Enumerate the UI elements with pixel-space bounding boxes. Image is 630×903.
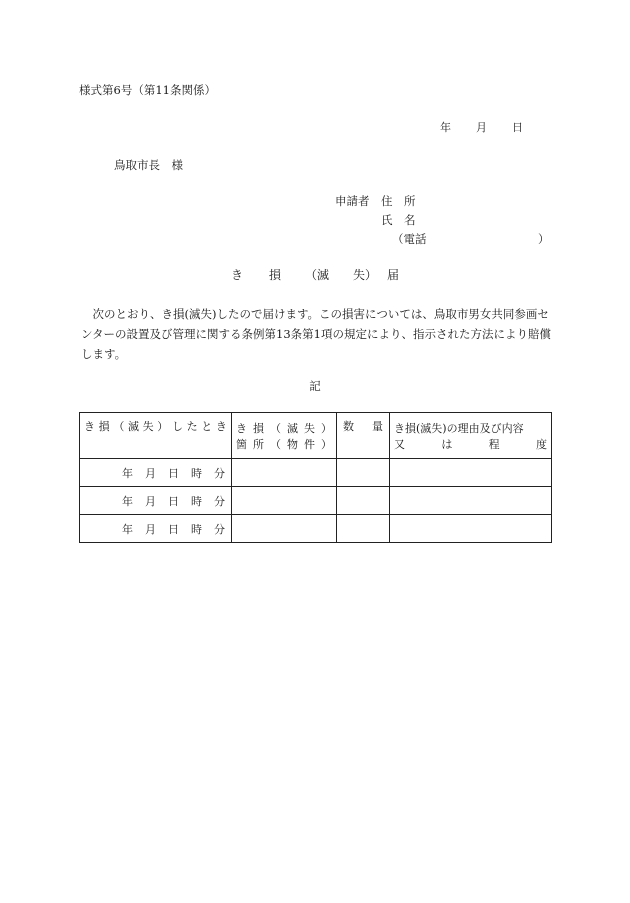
time-cell[interactable] [80,515,232,543]
header-char: （ [270,437,281,451]
header-char: 滅 [127,420,139,433]
date-day: 日 [512,121,523,134]
header-char: と [201,420,213,433]
quantity-cell[interactable] [337,515,390,543]
header-char: 損 [253,421,264,435]
form-number: 様式第6号（第11条関係） [79,83,216,97]
header-char: 箇 [236,437,247,451]
title-part: （滅 [304,268,329,282]
reason-cell[interactable] [390,515,552,543]
header-char: 又 [394,437,405,451]
time-unit: 分 [214,494,225,508]
header-char: 量 [372,420,383,433]
place-cell[interactable] [232,515,337,543]
header-char: き [215,420,227,433]
header-char: 滅 [287,421,298,435]
header-reason [390,413,552,459]
header-char: 度 [535,437,547,451]
body-text: 次のとおり、き損(滅失)したので届けます。この損害については、鳥取市男女共同参画センターの設置及び管理に関する条例第13条第1項の規定により、指示された方法により賠償します。 [81,307,551,361]
header-char: ） [321,437,332,451]
quantity-cell[interactable] [337,459,390,487]
phone-open: （電話 [392,232,427,246]
ki-mark: 記 [309,379,321,393]
time-unit: 分 [214,522,225,536]
title-part: き [230,268,243,282]
header-char: ） [321,421,332,435]
date-year: 年 [440,121,451,134]
table-row [80,487,552,515]
header-char: は [441,437,453,451]
header-char: 損 [98,420,110,433]
header-char: （ [270,421,281,435]
time-unit: 日 [168,494,179,508]
addressee: 鳥取市長 様 [114,158,183,172]
header-char: 失 [304,421,315,435]
name-label: 氏 名 [381,213,416,227]
document-title [0,266,630,283]
time-unit: 年 [122,494,133,508]
title-part: 届 [387,268,400,282]
place-cell[interactable] [232,487,337,515]
time-unit: 日 [168,466,179,480]
header-char: た [186,420,198,433]
time-unit: 月 [145,466,156,480]
damage-table [79,412,552,543]
header-quantity [337,413,390,459]
table-row [80,459,552,487]
time-unit: 月 [145,494,156,508]
header-damage-time [80,413,232,459]
applicant-label: 申請者 [335,194,370,208]
table-row [80,515,552,543]
table-header-row [80,413,552,459]
time-unit: 日 [168,522,179,536]
address-label: 住 所 [381,194,416,208]
header-char: 失 [142,420,154,433]
header-char: （ [113,420,125,433]
header-char: 数 [343,420,354,433]
header-char: き [236,421,247,435]
place-cell[interactable] [232,459,337,487]
time-cell[interactable] [80,487,232,515]
header-char: 所 [253,437,264,451]
date-line [440,119,523,135]
quantity-cell[interactable] [337,487,390,515]
time-unit: 時 [191,494,202,508]
title-part: 損 [268,268,281,282]
title-part: 失） [353,268,378,282]
phone-close: ） [538,232,550,246]
time-unit: 年 [122,466,133,480]
reason-cell[interactable] [390,487,552,515]
header-char: し [171,420,183,433]
header-damage-place [232,413,337,459]
header-char: 件 [304,437,315,451]
time-unit: 年 [122,522,133,536]
header-char: ） [157,420,169,433]
time-unit: 月 [145,522,156,536]
header-char: き [84,420,95,433]
header-char: 物 [287,437,298,451]
header-reason-line1: き損(滅失)の理由及び内容 [394,421,524,435]
date-month: 月 [476,121,487,134]
time-unit: 時 [191,522,202,536]
time-unit: 分 [214,466,225,480]
header-char: 程 [488,437,500,451]
time-cell[interactable] [80,459,232,487]
time-unit: 時 [191,466,202,480]
reason-cell[interactable] [390,459,552,487]
